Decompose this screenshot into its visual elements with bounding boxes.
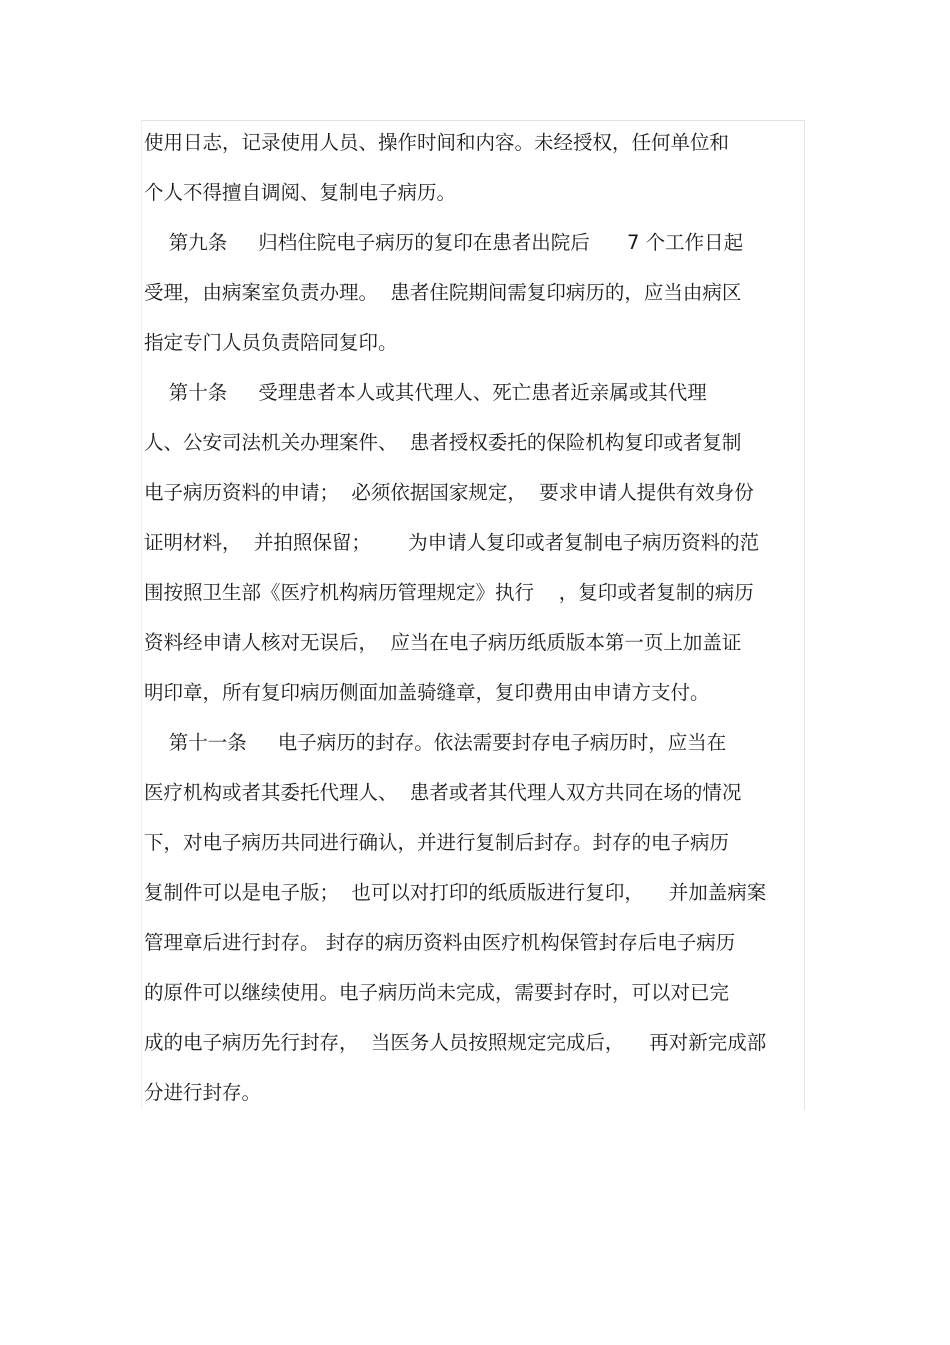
text-line: 的原件可以继续使用。电子病历尚未完成，需要封存时，可以对已完 — [144, 981, 730, 1004]
text-line: 管理章后进行封存。 封存的病历资料由医疗机构保管封存后电子病历 — [144, 931, 736, 954]
text-line: 指定专门人员负责陪同复印。 — [144, 331, 398, 354]
text-line: 人、公安司法机关办理案件、 患者授权委托的保险机构复印或者复制 — [144, 431, 742, 454]
text-line: 证明材料， 并拍照保留； 为申请人复印或者复制电子病历资料的范 — [144, 531, 760, 554]
text-line: 受理，由病案室负责办理。 患者住院期间需复印病历的，应当由病区 — [144, 281, 742, 304]
text-line: 第九条 归档住院电子病历的复印在患者出院后 7 个工作日起 — [144, 231, 744, 254]
text-line: 明印章，所有复印病历侧面加盖骑缝章，复印费用由申请方支付。 — [144, 681, 710, 704]
text-line: 下，对电子病历共同进行确认，并进行复制后封存。封存的电子病历 — [144, 831, 730, 854]
text-line: 成的电子病历先行封存， 当医务人员按照规定完成后， 再对新完成部 — [144, 1031, 767, 1054]
text-line: 围按照卫生部《医疗机构病历管理规定》执行 ，复印或者复制的病历 — [144, 581, 754, 604]
text-line: 资料经申请人核对无误后， 应当在电子病历纸质版本第一页上加盖证 — [144, 631, 742, 654]
text-line: 个人不得擅自调阅、复制电子病历。 — [144, 181, 457, 204]
text-line: 第十条 受理患者本人或其代理人、死亡患者近亲属或其代理 — [144, 381, 707, 404]
text-line: 电子病历资料的申请； 必须依据国家规定， 要求申请人提供有效身份 — [144, 481, 754, 504]
text-line: 使用日志，记录使用人员、操作时间和内容。未经授权，任何单位和 — [144, 131, 730, 154]
text-line: 分进行封存。 — [144, 1081, 262, 1104]
text-line: 第十一条 电子病历的封存。依法需要封存电子病历时，应当在 — [144, 731, 727, 754]
text-line: 医疗机构或者其委托代理人、 患者或者其代理人双方共同在场的情况 — [144, 781, 742, 804]
text-line: 复制件可以是电子版； 也可以对打印的纸质版进行复印， 并加盖病案 — [144, 881, 767, 904]
